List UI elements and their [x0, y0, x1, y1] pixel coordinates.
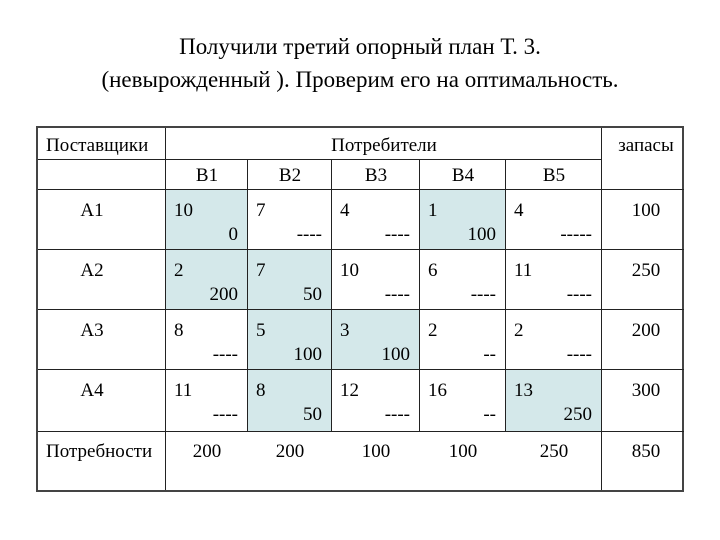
cell-cost: 11: [514, 260, 533, 281]
cell-amount: -----: [560, 224, 592, 245]
cell-amount: --: [483, 404, 496, 425]
demand-value: 250: [539, 441, 569, 462]
demand-value: 200: [192, 441, 222, 462]
cell-amount: ----: [296, 224, 322, 245]
demand-value: 200: [275, 441, 305, 462]
cell-cost: 7: [256, 200, 266, 221]
cell-amount: ----: [212, 344, 238, 365]
consumer-label-b5: B5: [542, 165, 566, 186]
cell-cost: 12: [340, 380, 359, 401]
slide-title: [0, 30, 720, 96]
cell-amount: 0: [228, 224, 238, 245]
consumer-column-line: [247, 160, 248, 432]
cell-cost: 2: [428, 320, 438, 341]
cell-amount: 100: [293, 344, 322, 365]
supply-column-line: [601, 128, 602, 490]
cell-cost: 11: [174, 380, 193, 401]
cell-cost: 13: [514, 380, 533, 401]
row-divider-line: [38, 369, 684, 370]
supply-value: 300: [631, 380, 661, 401]
supply-value: 250: [631, 260, 661, 281]
cell-amount: 200: [209, 284, 238, 305]
cell-cost: 2: [514, 320, 524, 341]
header-consumers: Потребители: [331, 135, 437, 156]
supply-value: 100: [631, 200, 661, 221]
consumer-column-line: [505, 160, 506, 432]
cell-cost: 7: [256, 260, 266, 281]
cell-cost: 10: [340, 260, 359, 281]
demand-value: 100: [361, 441, 391, 462]
consumer-label-b4: B4: [451, 165, 475, 186]
cell-cost: 6: [428, 260, 438, 281]
consumer-label-b2: B2: [278, 165, 302, 186]
total-value: 850: [631, 441, 661, 462]
cell-amount: ----: [566, 284, 592, 305]
cell-amount: 100: [467, 224, 496, 245]
cell-cost: 8: [256, 380, 266, 401]
cell-amount: ----: [566, 344, 592, 365]
cell-amount: --: [483, 344, 496, 365]
header-supply: запасы: [618, 135, 674, 156]
title-line-1: Получили третий опорный план Т. 3.: [179, 34, 541, 59]
demand-value: 100: [448, 441, 478, 462]
cell-cost: 16: [428, 380, 447, 401]
row-divider-line: [38, 189, 684, 190]
transport-table: [36, 126, 684, 492]
cell-cost: 10: [174, 200, 193, 221]
cell-amount: ----: [384, 404, 410, 425]
consumer-label-b1: B1: [195, 165, 219, 186]
cell-cost: 4: [514, 200, 524, 221]
consumer-label-b3: B3: [364, 165, 388, 186]
consumer-column-line: [331, 160, 332, 432]
header-suppliers: Поставщики: [46, 135, 149, 156]
cell-amount: ----: [384, 224, 410, 245]
title-line-2: (невырожденный ). Проверим его на оптимальность.: [101, 67, 619, 92]
cell-amount: 250: [563, 404, 592, 425]
cell-amount: ----: [212, 404, 238, 425]
cell-cost: 8: [174, 320, 184, 341]
supplier-label-a2: A2: [80, 260, 104, 281]
consumer-column-line: [419, 160, 420, 432]
cell-cost: 4: [340, 200, 350, 221]
supplier-label-a1: A1: [80, 200, 104, 221]
row-divider-line: [38, 309, 684, 310]
supplier-label-a3: A3: [80, 320, 104, 341]
cell-amount: ----: [384, 284, 410, 305]
cell-amount: 50: [303, 404, 322, 425]
cell-amount: ----: [470, 284, 496, 305]
row-divider-line: [38, 249, 684, 250]
supply-value: 200: [631, 320, 661, 341]
row-divider-line: [38, 431, 684, 432]
cell-cost: 5: [256, 320, 266, 341]
supplier-label-a4: A4: [80, 380, 104, 401]
supplier-column-line: [165, 128, 166, 490]
cell-amount: 100: [381, 344, 410, 365]
cell-cost: 1: [428, 200, 438, 221]
cell-amount: 50: [303, 284, 322, 305]
cell-cost: 2: [174, 260, 184, 281]
demand-label: Потребности: [46, 441, 153, 462]
cell-cost: 3: [340, 320, 350, 341]
header-divider-line-2: [166, 159, 602, 160]
